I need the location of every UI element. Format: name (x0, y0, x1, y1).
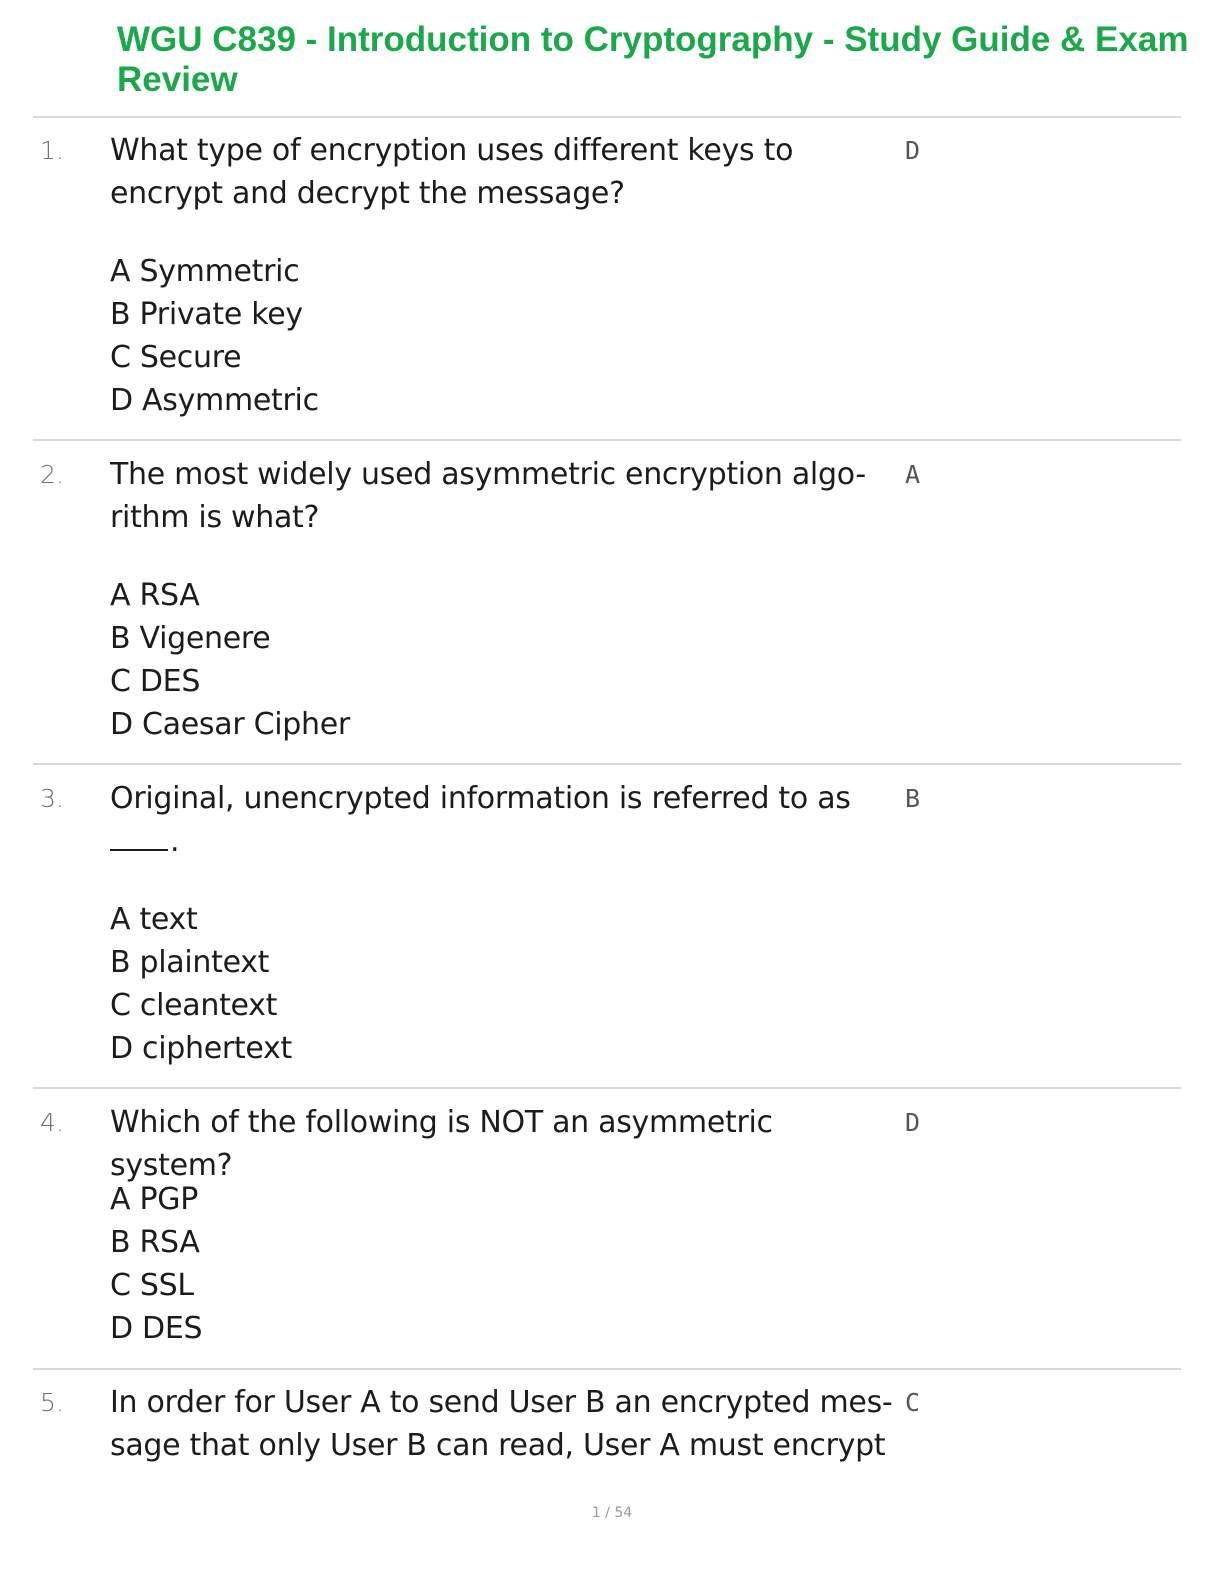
question-text: The most widely used asymmetric encryption algo-rithm is what? (110, 457, 866, 535)
page-number: 1 / 54 (591, 1505, 633, 1521)
divider (33, 1368, 1181, 1370)
fill-in-blank (110, 849, 168, 851)
answer-key: D (905, 1108, 921, 1137)
option: D Asymmetric (110, 383, 319, 418)
option: C cleantext (110, 988, 278, 1023)
option: B plaintext (110, 945, 270, 980)
divider (33, 1087, 1181, 1089)
question-text: What type of encryption uses different keys to encrypt and decrypt the message? (110, 133, 794, 211)
divider (33, 116, 1181, 118)
divider (33, 439, 1181, 441)
document-title: WGU C839 - Introduction to Cryptography - Study Guide & Exam Review (117, 20, 1189, 99)
option: A RSA (110, 578, 200, 613)
option: D Caesar Cipher (110, 707, 350, 742)
options-list (110, 250, 810, 422)
options-list (110, 898, 810, 1070)
answer-key: B (905, 784, 921, 813)
option: B Private key (110, 297, 303, 332)
question-text: Which of the following is NOT an asymmetric system? (110, 1105, 773, 1183)
option: A text (110, 902, 198, 937)
answer-key: A (905, 460, 921, 489)
option: C DES (110, 664, 201, 699)
divider (33, 763, 1181, 765)
option: B RSA (110, 1225, 200, 1260)
question-number: 1. (40, 136, 64, 165)
options-list (110, 1178, 810, 1350)
question-number: 5. (40, 1388, 64, 1417)
option: D ciphertext (110, 1031, 292, 1066)
question-text-main: Original, unencrypted information is referred to as (110, 781, 851, 816)
option: C SSL (110, 1268, 194, 1303)
question-number: 4. (40, 1108, 64, 1137)
options-list (110, 574, 810, 746)
question-text: In order for User A to send User B an encrypted mes-sage that only User B can read, User A must encrypt (110, 1385, 893, 1463)
question-text-suffix: . (170, 824, 180, 859)
option: D DES (110, 1311, 203, 1346)
option: A PGP (110, 1182, 198, 1217)
question-text (110, 777, 870, 863)
option: C Secure (110, 340, 242, 375)
option: B Vigenere (110, 621, 271, 656)
question-number: 3. (40, 784, 64, 813)
answer-key: C (905, 1388, 921, 1417)
option: A Symmetric (110, 254, 300, 289)
answer-key: D (905, 136, 921, 165)
question-number: 2. (40, 460, 64, 489)
